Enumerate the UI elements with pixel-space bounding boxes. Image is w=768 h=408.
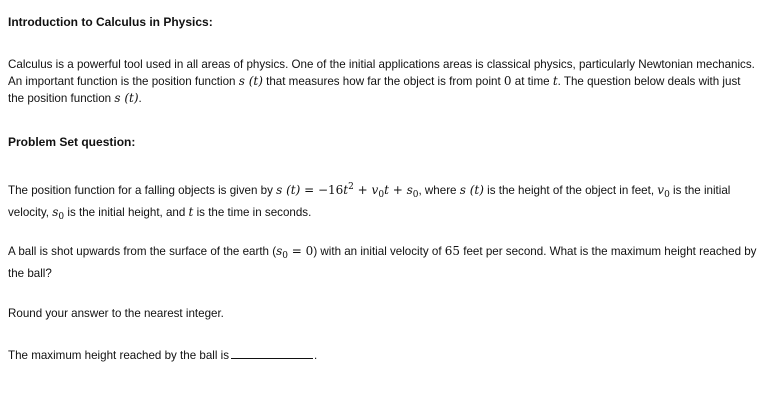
intro-paragraph — [8, 56, 758, 107]
math-squared: 2 — [348, 182, 354, 192]
math-sub-zero: 0 — [412, 190, 419, 200]
def-text-6: is the time in seconds. — [193, 206, 312, 219]
math-initial-condition: = 0 — [287, 244, 314, 258]
ball-text-1: A ball is shot upwards from the surface of the earth ( — [8, 245, 277, 258]
math-equals: = — [300, 183, 318, 197]
def-text-5: is the initial height, and — [64, 206, 189, 219]
intro-text-2: that measures how far the object is from point — [262, 75, 504, 88]
math-s-of-t: s (t) — [459, 183, 484, 197]
math-sub-zero: 0 — [282, 251, 288, 261]
math-s: s — [276, 244, 283, 258]
math-t: t — [343, 183, 349, 197]
def-text-4: is the initial velocity, — [8, 184, 731, 219]
answer-period: . — [314, 349, 318, 362]
intro-text-5: . — [138, 92, 142, 105]
problem-heading: Problem Set question: — [8, 135, 136, 149]
ball-text-2: ) with an initial velocity of — [313, 245, 445, 258]
ball-question-paragraph — [8, 243, 758, 282]
def-text-1: The position function for a falling objects is given by — [8, 184, 277, 197]
math-s-of-t: s (t) — [114, 91, 139, 105]
math-plus: + — [388, 183, 407, 197]
math-v: v — [657, 183, 665, 197]
intro-text-3: at time — [511, 75, 553, 88]
math-t: t — [384, 183, 389, 197]
math-sub-zero: 0 — [58, 212, 65, 222]
rounding-instruction: Round your answer to the nearest integer. — [8, 307, 224, 320]
answer-line — [8, 347, 758, 364]
math-t: t — [188, 205, 194, 219]
def-text-3: is the height of the object in feet, — [483, 184, 658, 197]
math-s: s — [406, 183, 413, 197]
math-sub-zero: 0 — [664, 190, 670, 200]
math-minus16: −16 — [317, 183, 344, 197]
math-sub-zero: 0 — [378, 190, 385, 200]
math-plus: + — [353, 183, 372, 197]
math-s: s — [52, 205, 59, 219]
intro-text-1: Calculus is a powerful tool used in all areas of physics. One of the initial applications areas is classical physics, particularly Newtonian mechanics. An important function is the position function — [8, 58, 755, 88]
answer-prompt: The maximum height reached by the ball is — [8, 349, 230, 362]
math-s-of-t: s (t) — [238, 74, 263, 88]
ball-text-3: feet per second. What is the maximum height reached by the ball? — [8, 245, 757, 280]
velocity-value: 65 — [444, 244, 461, 258]
math-s-of-t: s (t) — [276, 183, 301, 197]
definition-paragraph — [8, 179, 758, 226]
math-t: t — [552, 74, 558, 88]
def-text-2: , where — [418, 184, 460, 197]
answer-blank[interactable] — [231, 348, 313, 359]
math-zero: 0 — [503, 74, 512, 88]
math-v: v — [371, 183, 379, 197]
intro-heading: Introduction to Calculus in Physics: — [8, 15, 213, 29]
intro-text-4: . The question below deals with just the position function — [8, 75, 741, 105]
